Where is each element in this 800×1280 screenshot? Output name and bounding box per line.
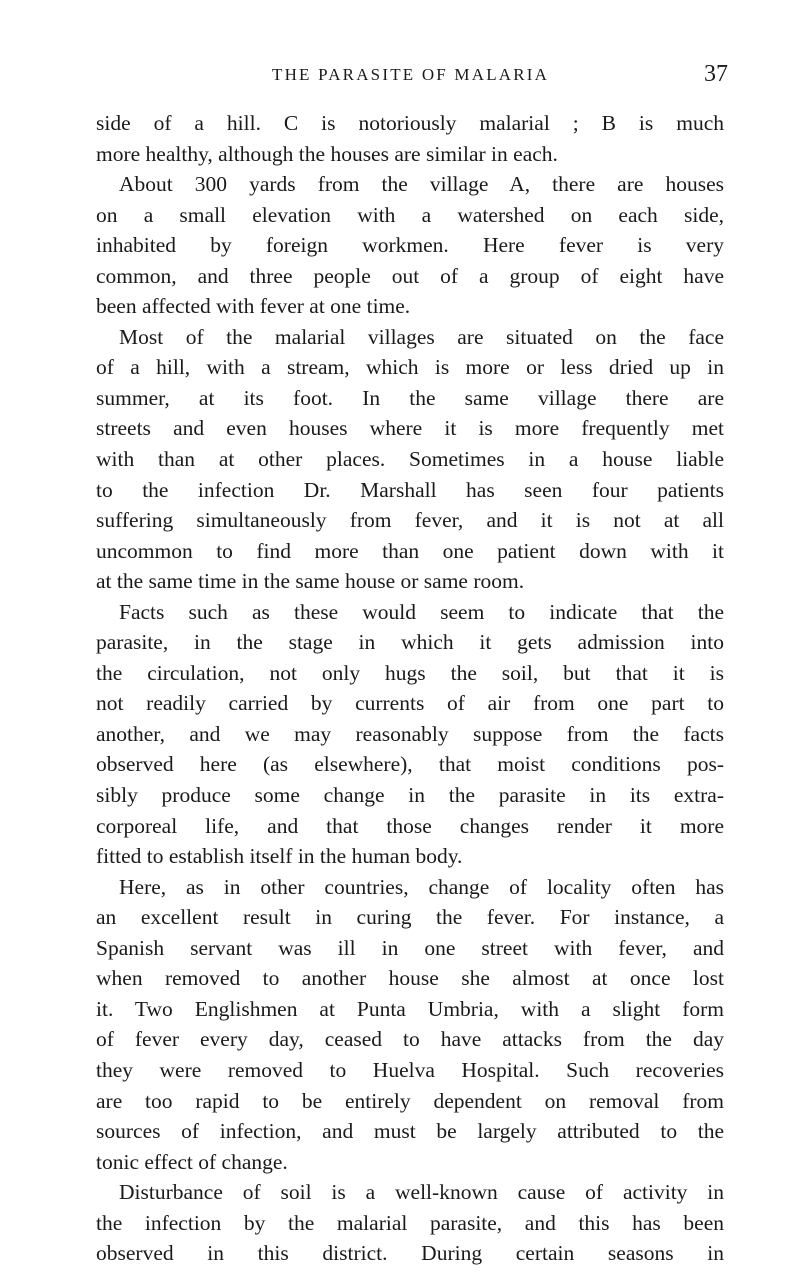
text-line: Here, as in other countries, change of locality often has — [119, 874, 724, 899]
text-line: tonic effect of change. — [96, 1149, 288, 1174]
text-line: sources of infection, and must be largely attributed to the — [96, 1119, 724, 1144]
text-line: of fever every day, ceased to have attacks from the day — [96, 1027, 724, 1052]
text-line: suffering simultaneously from fever, and it is not at all — [96, 508, 724, 533]
text-line: uncommon to find more than one patient down with it — [96, 538, 724, 563]
text-line: at the same time in the same house or same room. — [96, 569, 525, 594]
text-line: another, and we may reasonably suppose from the facts — [96, 721, 724, 746]
text-line: common, and three people out of a group of eight have — [96, 263, 724, 288]
text-line: they were removed to Huelva Hospital. Such recoveries — [96, 1057, 724, 1082]
text-line: observed in this district. During certain seasons in — [96, 1241, 724, 1266]
running-title: THE PARASITE OF MALARIA — [272, 65, 550, 84]
text-line: corporeal life, and that those changes render it more — [96, 813, 724, 838]
text-line: inhabited by foreign workmen. Here fever is very — [96, 233, 724, 258]
text-line: Facts such as these would seem to indicate that the — [119, 599, 724, 624]
text-line: an excellent result in curing the fever. For instance, a — [96, 905, 724, 930]
text-line: been affected with fever at one time. — [96, 294, 411, 319]
text-line: are too rapid to be entirely dependent on removal from — [96, 1088, 724, 1113]
text-line: not readily carried by currents of air from one part to — [96, 691, 724, 716]
text-line: of a hill, with a stream, which is more or less dried up in — [96, 355, 724, 380]
text-line: summer, at its foot. In the same village there are — [96, 385, 724, 410]
text-line: Disturbance of soil is a well-known cause of activity in — [119, 1180, 724, 1205]
text-line: observed here (as elsewhere), that moist conditions pos- — [96, 752, 724, 777]
text-line: Spanish servant was ill in one street with fever, and — [96, 935, 724, 960]
running-head — [0, 60, 800, 90]
text-line: it. Two Englishmen at Punta Umbria, with a slight form — [96, 996, 724, 1021]
text-line: sibly produce some change in the parasite in its extra- — [96, 783, 724, 808]
text-line: the infection by the malarial parasite, and this has been — [96, 1210, 724, 1235]
text-line: About 300 yards from the village A, there are houses — [119, 172, 724, 197]
text-line: parasite, in the stage in which it gets admission into — [96, 630, 724, 655]
text-line: to the infection Dr. Marshall has seen four patients — [96, 477, 724, 502]
body-text — [96, 108, 724, 1269]
text-line: more healthy, although the houses are similar in each. — [96, 141, 558, 166]
text-line: streets and even houses where it is more frequently met — [96, 416, 724, 441]
page-number: 37 — [704, 61, 728, 87]
text-line: fitted to establish itself in the human body. — [96, 844, 463, 869]
text-line: side of a hill. C is notoriously malarial ; B is much — [96, 111, 724, 135]
text-line: when removed to another house she almost at once lost — [96, 966, 724, 991]
text-line: Most of the malarial villages are situated on the face — [119, 324, 724, 349]
text-line: on a small elevation with a watershed on each side, — [96, 202, 724, 227]
text-line: the circulation, not only hugs the soil, but that it is — [96, 660, 724, 685]
text-line: with than at other places. Sometimes in a house liable — [96, 447, 724, 472]
